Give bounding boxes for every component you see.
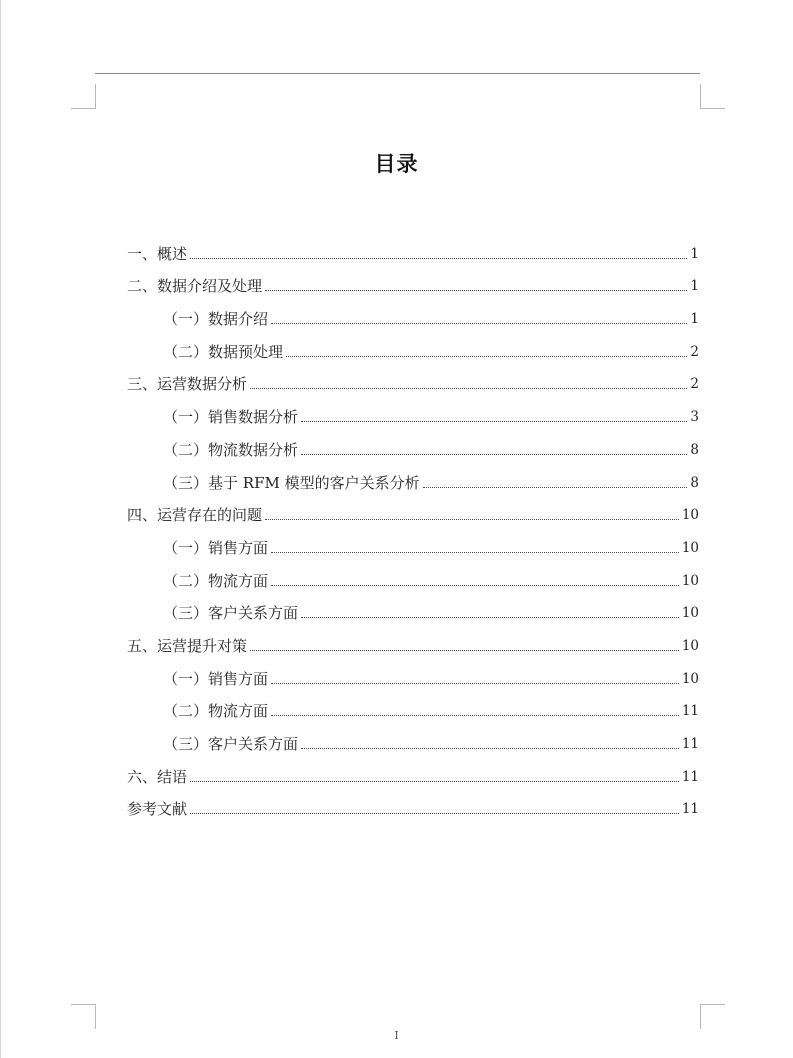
toc-entry[interactable] — [127, 330, 699, 363]
toc-entry-label: 三、运营数据分析 — [127, 375, 248, 394]
toc-entry[interactable] — [127, 461, 699, 494]
toc-dot-leader — [301, 453, 687, 455]
toc-entry-label: （二）物流数据分析 — [163, 440, 299, 459]
toc-entry-label: （三）基于 RFM 模型的客户关系分析 — [163, 473, 420, 492]
toc-entry[interactable] — [127, 788, 699, 821]
toc-dot-leader — [301, 420, 687, 422]
toc-dot-leader — [271, 714, 679, 716]
toc-entry-label: （一）销售方面 — [163, 538, 269, 557]
toc-entry-label: 四、运营存在的问题 — [127, 506, 263, 525]
toc-dot-leader — [271, 551, 679, 553]
crop-mark-bottom-right — [700, 1004, 725, 1029]
toc-entry[interactable] — [127, 624, 699, 657]
toc-dot-leader — [271, 584, 679, 586]
toc-entry[interactable] — [127, 363, 699, 396]
toc-dot-leader — [271, 322, 687, 324]
toc-entry-page-number: 2 — [690, 343, 699, 360]
toc-entry-page-number: 1 — [690, 278, 699, 295]
toc-dot-leader — [250, 387, 687, 389]
toc-entry-page-number: 10 — [681, 670, 699, 687]
toc-entry[interactable] — [127, 559, 699, 592]
toc-entry[interactable] — [127, 232, 699, 265]
toc-entry[interactable] — [127, 297, 699, 330]
page-number: I — [394, 1029, 399, 1042]
toc-entry-label: （二）物流方面 — [163, 571, 269, 590]
toc-entry-page-number: 10 — [681, 539, 699, 556]
toc-entry-label: 参考文献 — [127, 800, 188, 819]
toc-entry-label: 五、运营提升对策 — [127, 636, 248, 655]
toc-entry-page-number: 10 — [681, 507, 699, 524]
toc-entry-page-number: 10 — [681, 605, 699, 622]
toc-entry[interactable] — [127, 722, 699, 755]
toc-entry-label: （一）销售数据分析 — [163, 408, 299, 427]
toc-entry-page-number: 11 — [681, 801, 699, 818]
toc-entry-page-number: 8 — [690, 441, 699, 458]
header-rule — [95, 73, 700, 74]
toc-entry-page-number: 8 — [690, 474, 699, 491]
table-of-contents — [127, 232, 699, 820]
toc-entry-page-number: 2 — [690, 376, 699, 393]
toc-entry[interactable] — [127, 265, 699, 298]
toc-entry-label: （二）物流方面 — [163, 702, 269, 721]
toc-entry[interactable] — [127, 395, 699, 428]
toc-entry-page-number: 11 — [681, 768, 699, 785]
toc-entry[interactable] — [127, 494, 699, 527]
crop-mark-bottom-left — [71, 1004, 96, 1029]
toc-dot-leader — [190, 257, 687, 259]
toc-dot-leader — [190, 780, 679, 782]
toc-dot-leader — [301, 616, 679, 618]
toc-entry-label: 六、结语 — [127, 767, 188, 786]
toc-entry-page-number: 1 — [690, 311, 699, 328]
toc-entry[interactable] — [127, 755, 699, 788]
toc-entry-label: （三）客户关系方面 — [163, 604, 299, 623]
toc-entry[interactable] — [127, 657, 699, 690]
toc-dot-leader — [250, 649, 679, 651]
crop-mark-top-right — [700, 84, 725, 109]
toc-entry-label: 一、概述 — [127, 244, 188, 263]
toc-entry[interactable] — [127, 690, 699, 723]
toc-dot-leader — [265, 289, 687, 291]
crop-mark-top-left — [71, 84, 96, 109]
toc-entry-label: （二）数据预处理 — [163, 342, 284, 361]
toc-entry[interactable] — [127, 526, 699, 559]
toc-dot-leader — [301, 747, 679, 749]
toc-entry-label: 二、数据介绍及处理 — [127, 277, 263, 296]
toc-dot-leader — [286, 355, 687, 357]
toc-entry-page-number: 1 — [690, 245, 699, 262]
toc-entry-page-number: 11 — [681, 736, 699, 752]
toc-dot-leader — [271, 682, 679, 684]
toc-title: 目录 — [374, 151, 419, 176]
toc-entry[interactable] — [127, 428, 699, 461]
toc-dot-leader — [423, 486, 688, 488]
toc-dot-leader — [190, 812, 679, 814]
toc-entry-page-number: 10 — [681, 572, 699, 589]
toc-entry[interactable] — [127, 592, 699, 625]
toc-entry-page-number: 10 — [681, 637, 699, 654]
toc-entry-page-number: 11 — [681, 703, 699, 720]
toc-entry-label: （三）客户关系方面 — [163, 735, 299, 753]
toc-dot-leader — [265, 518, 679, 520]
toc-entry-label: （一）销售方面 — [163, 669, 269, 688]
toc-entry-page-number: 3 — [690, 409, 699, 426]
toc-entry-label: （一）数据介绍 — [163, 310, 269, 329]
